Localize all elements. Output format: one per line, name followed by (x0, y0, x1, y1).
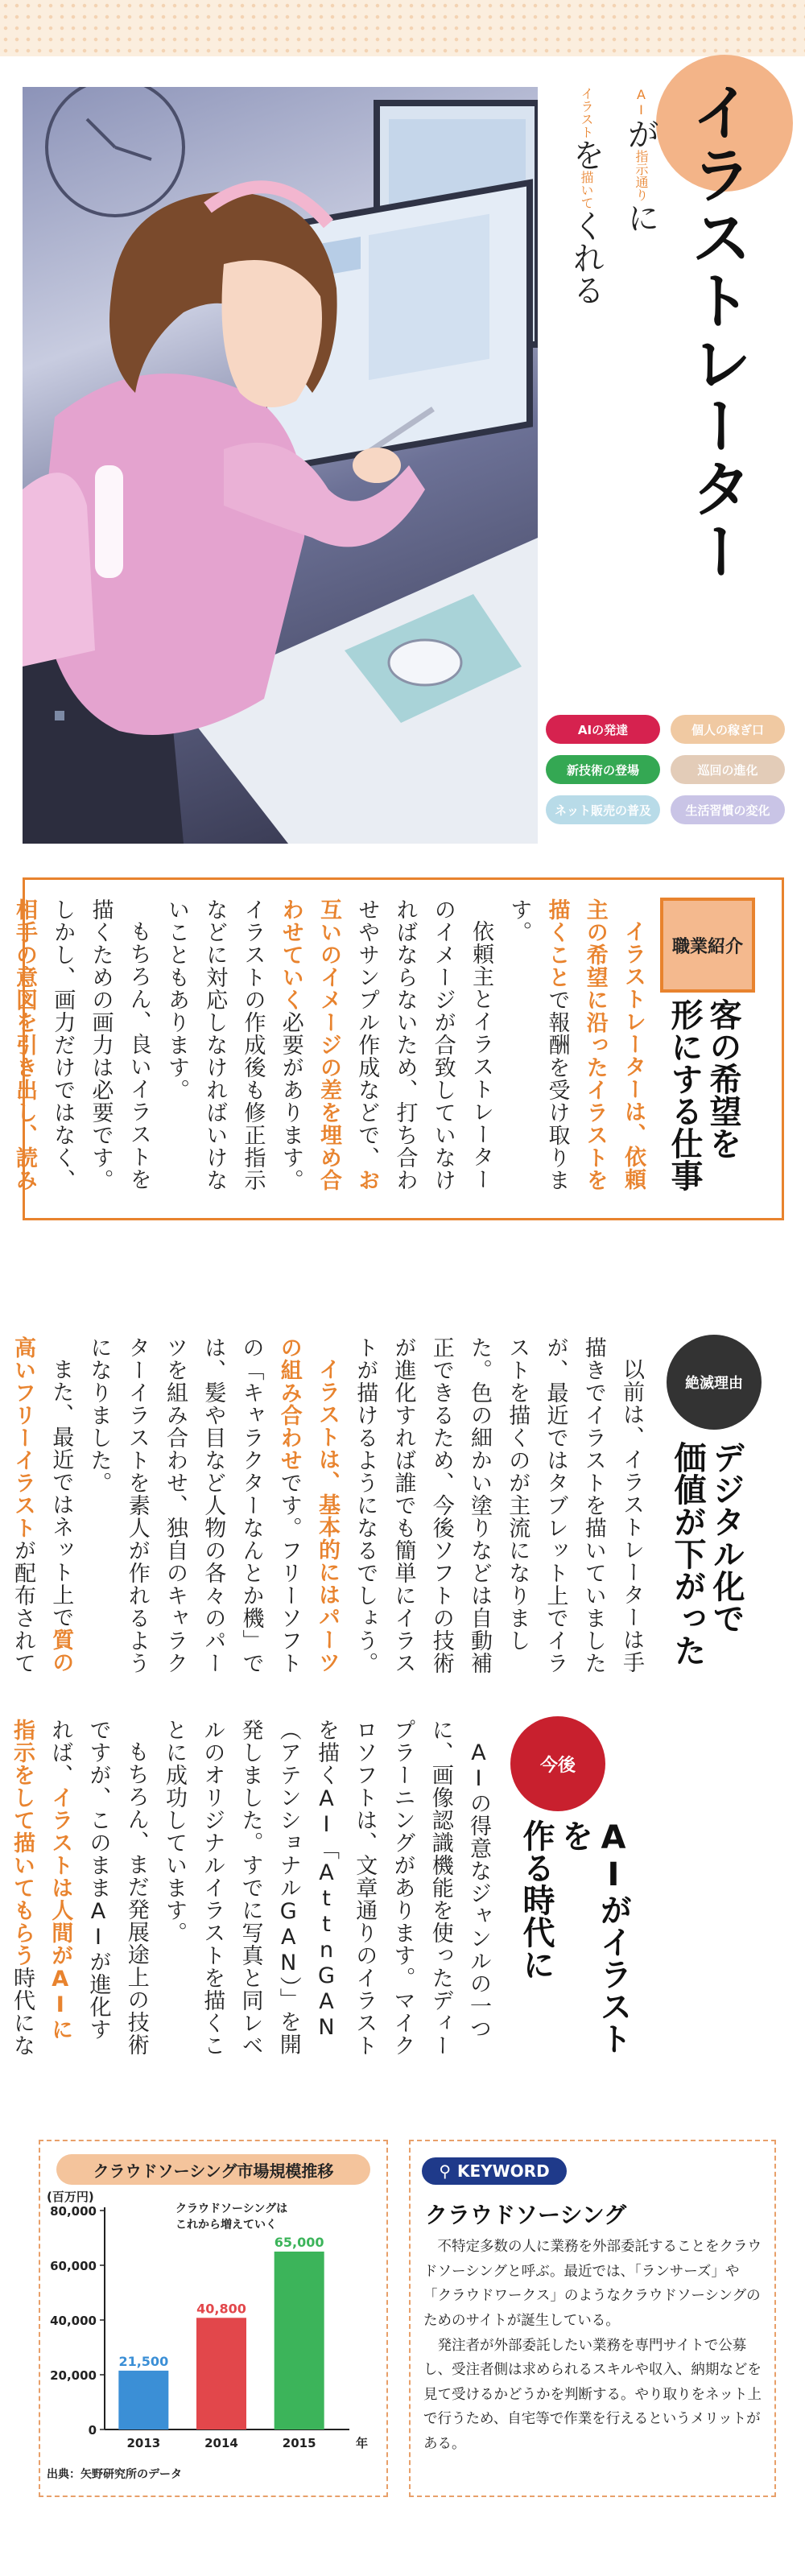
keyword-body (423, 2235, 762, 2457)
subtitle-segment: に (622, 201, 659, 233)
heading-line: AIがイラストを (556, 1819, 632, 2054)
chart-annotation: これから増えていく (175, 2219, 277, 2231)
job-text-segment: 依頼主とイラストレーターのイメージが合致していなければならないため、打ち合わせやサンプル作成などで、 (354, 898, 493, 1191)
illustrator-girl-image (23, 87, 538, 844)
job-text-segment: イラストレーターは、依頼主の希望に沿ったイラストを描くこと (544, 898, 646, 1191)
keyword-paragraph-1: 発注者が外部委託したい業務を専門サイトで公募し、受注者側は求められるスキルや収入、納期などを見て受けるかどうかを判断する。やり取りをネット上で行うため、自宅等で作業を行えるというメリットがある。 (423, 2337, 762, 2452)
subtitle-segment: くれる (568, 209, 605, 306)
reason-paragraph-1 (80, 1336, 346, 1678)
subtitle-segment: 描いて (579, 171, 594, 209)
reason-text-segment: 質の高いフリーイラスト (10, 1336, 74, 1674)
bar-2015 (275, 2252, 324, 2429)
bar-value-label: 65,000 (274, 2235, 324, 2250)
future-text-segment: もちろん、まだ発展途上の技術ですが、このままAIが進化すれば、 (47, 1719, 149, 2056)
future-badge-label: 今後 (539, 1755, 576, 1776)
bar-value-label: 40,800 (196, 2301, 246, 2317)
chart-unit: (百万円) (47, 2190, 94, 2204)
page-title: イラストレーター (681, 80, 753, 583)
keyword-title: クラウドソーシング (425, 2202, 627, 2228)
job-text-segment: お互いのイメージの差を埋め合わせていく (278, 898, 380, 1191)
future-paragraph-0 (155, 1719, 497, 2061)
future-text-segment: AIの得意なジャンルの一つに、画像認識機能を使ったディープラーニングがあります。マイクロソフトは、文章通りのイラストを描くAI「AttnGAN（アテンショナルGAN）」を開発しました。すでに写真と同レベルのオリジナルイラストを描くことに成功しています。 (162, 1719, 491, 2057)
future-body-text (10, 1719, 497, 2061)
keyword-paragraph-0: 不特定多数の人に業務を外部委託することをクラウドソーシングと呼ぶ。最近では、「ランサーズ」や「クラウドワークス」のようなクラウドソーシングのためのサイトが誕生している。 (423, 2239, 762, 2329)
subtitle-segment: が (622, 118, 659, 150)
job-text-segment: もちろん、良いイラストを描くための画力は必要です。しかし、画力だけではなく、 (50, 898, 151, 1191)
future-heading (517, 1819, 633, 2085)
reason-badge (667, 1335, 762, 1430)
tag-1: 個人の稼ぎ口 (671, 715, 785, 744)
reason-text-segment: また、最近ではネット上で (48, 1358, 74, 1629)
hero-illustration (23, 87, 538, 844)
chart-title-banner (56, 2154, 370, 2185)
tag-0: AIの発達 (546, 715, 660, 744)
chart-title: クラウドソーシング市場規模推移 (93, 2161, 334, 2181)
future-paragraph-1 (0, 1719, 155, 2061)
job-paragraph-0 (500, 898, 652, 1201)
reason-text-segment: イラストは、基本的にはパーツの組み合わせ (276, 1336, 340, 1674)
x-tick-label: 2013 (126, 2436, 161, 2450)
y-tick-label: 0 (88, 2423, 97, 2438)
tag-2: 新技術の登場 (546, 755, 660, 784)
job-paragraph-1 (158, 898, 500, 1201)
subtitle-segment: イラスト (579, 87, 594, 138)
job-text-segment: 必要があります。イラストの作成後も修正指示などに対応しなければいけないこともあります。 (164, 898, 303, 1191)
heading-line: 作る時代に (518, 1819, 555, 1980)
chart-source: 出典：矢野研究所のデータ (47, 2468, 182, 2481)
x-tick-label: 2015 (282, 2436, 316, 2450)
reason-text-segment: 以前は、イラストレーターは手描きでイラストを描いていましたが、最近ではタブレット上でイラストを描くのが主流になりました。色の細かい塗りなどは自動補正できるため、今後ソフトの技術が進化すれば誰でも簡単にイラストが描けるようになるでしょう。 (353, 1336, 644, 1674)
bar-2013 (118, 2371, 168, 2429)
reason-body-text (10, 1336, 650, 1678)
subtitle-line-1 (618, 87, 664, 233)
keyword-badge-label: KEYWORD (456, 2161, 550, 2181)
y-tick-label: 80,000 (50, 2204, 97, 2219)
reason-paragraph-0 (346, 1336, 650, 1678)
heading-line: デジタル化で (708, 1441, 745, 1634)
tag-3: 巡回の進化 (671, 755, 785, 784)
tag-5: 生活習慣の変化 (671, 795, 785, 824)
future-text-segment: 時代にな (10, 1967, 35, 2057)
top-dotted-band (0, 0, 805, 56)
job-paragraph-2 (0, 898, 158, 1201)
x-tick-label: 2014 (204, 2436, 238, 2450)
tag-4: ネット販売の普及 (546, 795, 660, 824)
subtitle-line-2 (564, 87, 609, 306)
heading-line: 形にする仕事 (666, 998, 703, 1191)
future-text-segment: イラストは人間がAIに指示をして描いてもらう (10, 1719, 73, 2041)
magnifier-icon: ⚲ (439, 2161, 451, 2181)
heading-line: 価値が下がった (669, 1441, 706, 1666)
y-tick-label: 40,000 (50, 2314, 97, 2328)
job-badge (660, 898, 755, 993)
job-body-text (12, 898, 652, 1201)
job-badge-label: 職業紹介 (671, 936, 743, 957)
subtitle-segment: AI (634, 87, 649, 118)
x-axis-label: 年 (356, 2436, 369, 2450)
bar-chart (40, 2188, 385, 2492)
reason-text-segment: です。フリーソフトの「キャラクターなんとか機」では、髪や目など人物の各々のパーツを組み合わせ、独自のキャラクターイラストを素人が作れるようになりました。 (86, 1336, 302, 1674)
job-text-segment: 相手の意図を引き出し、読み (12, 898, 37, 1191)
reason-text-segment: が配布されて (10, 1539, 35, 1674)
job-heading (665, 998, 742, 1208)
chart-annotation: クラウドソーシングは (175, 2202, 288, 2215)
subtitle-segment: 指示通り (634, 150, 649, 201)
bar-2014 (196, 2318, 246, 2429)
subtitle-segment: を (568, 138, 605, 171)
y-tick-label: 20,000 (50, 2368, 97, 2383)
reason-badge-label: 絶滅理由 (685, 1375, 743, 1392)
reason-heading (668, 1441, 745, 1763)
job-text-segment: で報酬を受け取ります。 (506, 898, 570, 1191)
heading-line: 客の希望を (704, 998, 741, 1159)
y-tick-label: 60,000 (50, 2259, 97, 2273)
bar-value-label: 21,500 (118, 2353, 169, 2369)
reason-paragraph-2 (0, 1336, 80, 1678)
keyword-badge (422, 2157, 567, 2185)
future-badge (510, 1716, 605, 1811)
